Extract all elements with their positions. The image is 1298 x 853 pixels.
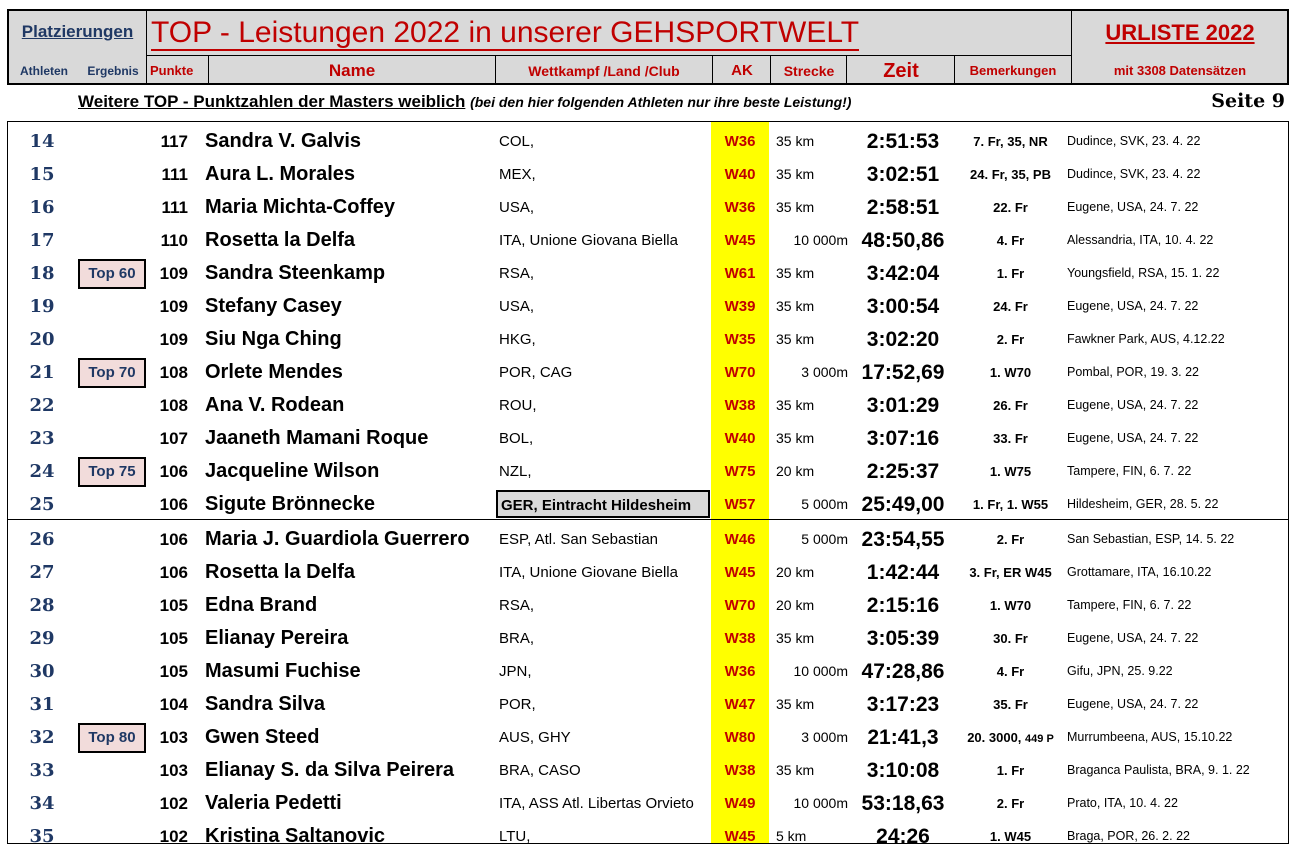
remark-cell: 35. Fr [993, 697, 1028, 712]
remark-cell: 4. Fr [996, 664, 1025, 679]
club-cell: MEX, [499, 166, 536, 183]
rank-cell: 15 [29, 164, 55, 185]
athlete-name: Maria Michta-Coffey [205, 196, 396, 218]
club-cell: BRA, [499, 630, 535, 647]
age-class-cell: W80 [724, 729, 756, 746]
subtitle-note: (bei den hier folgenden Athleten nur ihre beste Leistung!) [470, 94, 852, 110]
top-badge: Top 80 [78, 723, 146, 753]
badge-cell [78, 488, 144, 521]
rank-cell: 25 [29, 494, 55, 515]
rank-cell: 23 [29, 428, 55, 449]
table-row [8, 257, 1288, 290]
age-class-cell: W70 [724, 597, 756, 614]
badge-cell [78, 356, 144, 389]
distance-cell: 20 km [776, 463, 815, 479]
badge-cell [78, 257, 144, 290]
athlete-name: Sandra V. Galvis [205, 130, 362, 152]
badge-cell [78, 820, 144, 853]
distance-cell: 35 km [776, 696, 815, 712]
distance-cell: 20 km [776, 564, 815, 580]
rank-cell: 17 [29, 230, 55, 251]
age-class-cell: W45 [724, 828, 756, 845]
section-subtitle [78, 92, 851, 112]
header-divider [712, 55, 713, 83]
points-cell: 106 [159, 462, 188, 481]
subtitle-main: Weitere TOP - Punktzahlen der Masters weiblich [78, 92, 466, 111]
time-cell: 53:18,63 [861, 792, 945, 815]
header-divider [208, 55, 209, 83]
badge-cell [78, 754, 144, 787]
club-cell: ESP, Atl. San Sebastian [499, 531, 659, 548]
points-cell: 108 [159, 363, 188, 382]
athlete-name: Gwen Steed [205, 726, 320, 748]
header-divider [146, 11, 147, 83]
col-punkte: Punkte [150, 63, 194, 78]
club-cell: ROU, [499, 397, 537, 414]
athlete-name: Jacqueline Wilson [205, 460, 380, 482]
badge-cell [78, 721, 144, 754]
age-class-cell: W61 [724, 265, 756, 282]
distance-cell: 35 km [776, 762, 815, 778]
points-cell: 109 [159, 330, 188, 349]
points-cell: 105 [159, 629, 188, 648]
header-divider [954, 55, 955, 83]
time-cell: 2:58:51 [866, 196, 940, 219]
points-cell: 105 [159, 596, 188, 615]
table-row [8, 589, 1288, 622]
table-row [8, 389, 1288, 422]
table-row [8, 820, 1288, 853]
distance-cell: 10 000m [793, 232, 848, 248]
points-cell: 106 [159, 530, 188, 549]
club-cell: USA, [499, 199, 535, 216]
age-class-cell: W35 [724, 331, 756, 348]
col-athleten: Athleten [20, 64, 68, 78]
age-class-cell: W57 [724, 496, 756, 513]
location-cell: Grottamare, ITA, 16.10.22 [1067, 565, 1212, 579]
header-divider [846, 55, 847, 83]
age-class-cell: W45 [724, 564, 756, 581]
distance-cell: 3 000m [801, 364, 848, 380]
time-cell: 2:15:16 [866, 594, 940, 617]
time-cell: 3:02:20 [866, 328, 940, 351]
rank-cell: 14 [29, 131, 55, 152]
club-cell: POR, CAG [499, 364, 573, 381]
table-row [8, 422, 1288, 455]
distance-cell: 3 000m [801, 729, 848, 745]
rank-cell: 35 [29, 826, 55, 847]
remark-cell: 24. Fr, 35, PB [970, 167, 1051, 182]
table-row [8, 787, 1288, 820]
points-cell: 111 [161, 198, 188, 217]
location-cell: Tampere, FIN, 6. 7. 22 [1067, 464, 1192, 478]
badge-cell [78, 455, 144, 488]
remark-cell: 22. Fr [993, 200, 1028, 215]
table-row [8, 622, 1288, 655]
age-class-cell: W36 [724, 663, 756, 680]
location-cell: Tampere, FIN, 6. 7. 22 [1067, 598, 1192, 612]
badge-cell [78, 688, 144, 721]
points-cell: 107 [159, 429, 188, 448]
page-title-text: TOP - Leistungen 2022 in unserer GEHSPORTWELT [151, 16, 860, 49]
age-class-cell: W75 [724, 463, 756, 480]
club-cell: RSA, [499, 265, 535, 282]
athlete-name: Aura L. Morales [205, 163, 356, 185]
points-cell: 109 [159, 264, 188, 283]
badge-cell [78, 125, 144, 158]
points-cell: 102 [159, 827, 188, 846]
club-cell: HKG, [499, 331, 536, 348]
age-class-cell: W38 [724, 762, 756, 779]
time-cell: 25:49,00 [861, 493, 945, 516]
page-title [147, 11, 1071, 55]
points-cell: 103 [159, 728, 188, 747]
athlete-name: Rosetta la Delfa [205, 229, 356, 251]
distance-cell: 35 km [776, 265, 815, 281]
distance-cell: 35 km [776, 630, 815, 646]
age-class-cell: W47 [724, 696, 756, 713]
remark-cell: 4. Fr [996, 233, 1025, 248]
badge-cell [78, 389, 144, 422]
location-cell: Gifu, JPN, 25. 9.22 [1067, 664, 1173, 678]
top-badge: Top 60 [78, 259, 146, 289]
rank-cell: 16 [29, 197, 55, 218]
distance-cell: 35 km [776, 166, 815, 182]
distance-cell: 35 km [776, 298, 815, 314]
badge-cell [78, 191, 144, 224]
rank-cell: 18 [29, 263, 55, 284]
club-cell: BRA, CASO [499, 762, 581, 779]
time-cell: 3:05:39 [866, 627, 940, 650]
record-count: mit 3308 Datensätzen [1113, 63, 1247, 78]
club-cell: USA, [499, 298, 535, 315]
athlete-name: Sandra Steenkamp [205, 262, 386, 284]
club-cell: POR, [499, 696, 536, 713]
athlete-name: Orlete Mendes [205, 361, 343, 383]
rank-cell: 20 [29, 329, 55, 350]
rank-cell: 32 [29, 727, 55, 748]
distance-cell: 5 km [776, 828, 807, 844]
remark-cell: 7. Fr, 35, NR [973, 134, 1048, 149]
results-table [7, 121, 1289, 848]
location-cell: Pombal, POR, 19. 3. 22 [1067, 365, 1200, 379]
points-cell: 102 [159, 794, 188, 813]
table-row [8, 488, 1288, 521]
highlighted-club: GER, Eintracht Hildesheim [496, 490, 710, 518]
athlete-name: Siu Nga Ching [205, 328, 342, 350]
table-row [8, 356, 1288, 389]
badge-cell [78, 523, 144, 556]
athlete-name: Valeria Pedetti [205, 792, 342, 814]
time-cell: 3:42:04 [866, 262, 940, 285]
remark-cell: 1. Fr, 1. W55 [972, 497, 1049, 512]
page-header [7, 9, 1289, 85]
club-cell: NZL, [499, 463, 532, 480]
points-cell: 106 [159, 563, 188, 582]
remark-cell: 1. Fr [996, 266, 1025, 281]
points-cell: 109 [159, 297, 188, 316]
athlete-name: Masumi Fuchise [205, 660, 361, 682]
header-divider [146, 55, 1071, 56]
location-cell: Eugene, USA, 24. 7. 22 [1067, 299, 1199, 313]
col-name: Name [328, 61, 376, 80]
badge-cell [78, 290, 144, 323]
col-ak: AK [731, 62, 753, 79]
club-cell: COL, [499, 133, 535, 150]
distance-cell: 35 km [776, 133, 815, 149]
points-cell: 104 [159, 695, 188, 714]
club-cell: ITA, Unione Giovana Biella [499, 232, 678, 249]
club-cell: JPN, [499, 663, 532, 680]
time-cell: 3:00:54 [866, 295, 940, 318]
distance-cell: 5 000m [801, 496, 848, 512]
time-cell: 21:41,3 [867, 726, 939, 749]
age-class-cell: W36 [724, 133, 756, 150]
club-cell: ITA, Unione Giovane Biella [499, 564, 678, 581]
age-class-cell: W46 [724, 531, 756, 548]
time-cell: 3:01:29 [866, 394, 940, 417]
club-cell: AUS, GHY [499, 729, 571, 746]
club-cell [499, 488, 713, 521]
top-badge: Top 75 [78, 457, 146, 487]
table-row [8, 158, 1288, 191]
col-bemerkungen: Bemerkungen [969, 63, 1057, 78]
badge-cell [78, 655, 144, 688]
remark-cell: 2. Fr [996, 796, 1025, 811]
time-cell: 2:51:53 [866, 130, 940, 153]
location-cell: Dudince, SVK, 23. 4. 22 [1067, 134, 1201, 148]
age-class-cell: W38 [724, 397, 756, 414]
distance-cell: 20 km [776, 597, 815, 613]
table-row [8, 455, 1288, 488]
location-cell: Braga, POR, 26. 2. 22 [1067, 829, 1190, 843]
badge-cell [78, 556, 144, 589]
athlete-name: Ana V. Rodean [205, 394, 345, 416]
time-cell: 3:10:08 [866, 759, 940, 782]
age-class-cell: W39 [724, 298, 756, 315]
table-row [8, 556, 1288, 589]
points-cell: 111 [161, 165, 188, 184]
badge-cell [78, 622, 144, 655]
header-divider [495, 55, 496, 83]
rank-cell: 26 [29, 529, 55, 550]
rank-cell: 19 [29, 296, 55, 317]
athlete-name: Rosetta la Delfa [205, 561, 356, 583]
remark-cell: 1. Fr [996, 763, 1025, 778]
athlete-name: Sandra Silva [205, 693, 326, 715]
athlete-name: Kristina Saltanovic [205, 825, 386, 847]
age-class-cell: W38 [724, 630, 756, 647]
time-cell: 48:50,86 [861, 229, 945, 252]
header-divider [1071, 11, 1072, 83]
location-cell: San Sebastian, ESP, 14. 5. 22 [1067, 532, 1235, 546]
points-cell: 117 [160, 132, 188, 151]
time-cell: 3:07:16 [866, 427, 940, 450]
points-cell: 110 [160, 231, 188, 250]
col-wettkampf: Wettkampf /Land /Club [528, 63, 680, 79]
rank-cell: 29 [29, 628, 55, 649]
top-badge: Top 70 [78, 358, 146, 388]
age-class-cell: W36 [724, 199, 756, 216]
col-zeit: Zeit [883, 60, 919, 82]
rank-cell: 28 [29, 595, 55, 616]
table-row [8, 290, 1288, 323]
athlete-name: Edna Brand [205, 594, 318, 616]
remark-cell: 2. Fr [996, 332, 1025, 347]
table-row [8, 754, 1288, 787]
table-row [8, 655, 1288, 688]
location-cell: Murrumbeena, AUS, 15.10.22 [1067, 730, 1233, 744]
table-row [8, 523, 1288, 556]
remark-cell: 20. 3000, 449 P [967, 730, 1054, 745]
location-cell: Eugene, USA, 24. 7. 22 [1067, 697, 1199, 711]
distance-cell: 10 000m [793, 663, 848, 679]
athlete-name: Elianay S. da Silva Peirera [205, 759, 455, 781]
rank-cell: 24 [29, 461, 55, 482]
distance-cell: 35 km [776, 397, 815, 413]
rank-cell: 31 [29, 694, 55, 715]
location-cell: Eugene, USA, 24. 7. 22 [1067, 398, 1199, 412]
club-cell: LTU, [499, 828, 531, 845]
time-cell: 24:26 [876, 825, 930, 848]
location-cell: Hildesheim, GER, 28. 5. 22 [1067, 497, 1219, 511]
points-cell: 103 [159, 761, 188, 780]
platzierungen-link[interactable]: Platzierungen [21, 22, 134, 41]
time-cell: 17:52,69 [861, 361, 945, 384]
remark-cell: 3. Fr, ER W45 [969, 565, 1052, 580]
badge-cell [78, 422, 144, 455]
location-cell: Eugene, USA, 24. 7. 22 [1067, 431, 1199, 445]
age-class-cell: W70 [724, 364, 756, 381]
col-strecke: Strecke [783, 63, 835, 79]
remark-cell: 30. Fr [993, 631, 1028, 646]
badge-cell [78, 589, 144, 622]
time-cell: 47:28,86 [861, 660, 945, 683]
points-cell: 105 [159, 662, 188, 681]
distance-cell: 35 km [776, 430, 815, 446]
table-row [8, 323, 1288, 356]
table-row [8, 224, 1288, 257]
table-row [8, 125, 1288, 158]
athlete-name: Maria J. Guardiola Guerrero [205, 528, 470, 550]
club-cell: BOL, [499, 430, 534, 447]
rank-cell: 30 [29, 661, 55, 682]
age-class-cell: W45 [724, 232, 756, 249]
age-class-cell: W40 [724, 430, 756, 447]
age-class-cell: W49 [724, 795, 756, 812]
page-number: Seite 9 [1211, 90, 1285, 112]
location-cell: Dudince, SVK, 23. 4. 22 [1067, 167, 1201, 181]
rank-cell: 34 [29, 793, 55, 814]
badge-cell [78, 158, 144, 191]
rank-cell: 27 [29, 562, 55, 583]
location-cell: Alessandria, ITA, 10. 4. 22 [1067, 233, 1214, 247]
time-cell: 3:02:51 [866, 163, 940, 186]
location-cell: Youngsfield, RSA, 15. 1. 22 [1067, 266, 1220, 280]
remark-cell: 1. W75 [989, 464, 1032, 479]
remark-cell: 1. W70 [989, 598, 1032, 613]
table-row [8, 721, 1288, 754]
time-cell: 3:17:23 [866, 693, 940, 716]
location-cell: Eugene, USA, 24. 7. 22 [1067, 631, 1199, 645]
location-cell: Eugene, USA, 24. 7. 22 [1067, 200, 1199, 214]
table-row [8, 688, 1288, 721]
points-cell: 106 [159, 495, 188, 514]
col-ergebnis: Ergebnis [87, 64, 139, 78]
remark-cell: 24. Fr [993, 299, 1028, 314]
distance-cell: 5 000m [801, 531, 848, 547]
club-cell: ITA, ASS Atl. Libertas Orvieto [499, 795, 694, 812]
rank-cell: 22 [29, 395, 55, 416]
distance-cell: 10 000m [793, 795, 848, 811]
time-cell: 23:54,55 [861, 528, 945, 551]
location-cell: Prato, ITA, 10. 4. 22 [1067, 796, 1178, 810]
distance-cell: 35 km [776, 331, 815, 347]
urliste-link[interactable]: URLISTE 2022 [1105, 20, 1255, 45]
time-cell: 1:42:44 [866, 561, 940, 584]
location-cell: Braganca Paulista, BRA, 9. 1. 22 [1067, 763, 1250, 777]
athlete-name: Elianay Pereira [205, 627, 349, 649]
distance-cell: 35 km [776, 199, 815, 215]
remark-cell: 1. W70 [989, 365, 1032, 380]
header-divider [770, 55, 771, 83]
points-cell: 108 [159, 396, 188, 415]
rank-cell: 21 [29, 362, 55, 383]
age-class-cell: W40 [724, 166, 756, 183]
badge-cell [78, 787, 144, 820]
table-row [8, 191, 1288, 224]
badge-cell [78, 224, 144, 257]
badge-cell [78, 323, 144, 356]
athlete-name: Sigute Brönnecke [205, 493, 376, 515]
athlete-name: Jaaneth Mamani Roque [205, 427, 429, 449]
remark-cell: 33. Fr [993, 431, 1028, 446]
remark-cell: 2. Fr [996, 532, 1025, 547]
time-cell: 2:25:37 [866, 460, 940, 483]
remark-cell: 26. Fr [993, 398, 1028, 413]
club-cell: RSA, [499, 597, 535, 614]
rank-cell: 33 [29, 760, 55, 781]
remark-cell: 1. W45 [989, 829, 1032, 844]
athlete-name: Stefany Casey [205, 295, 342, 317]
location-cell: Fawkner Park, AUS, 4.12.22 [1067, 332, 1225, 346]
